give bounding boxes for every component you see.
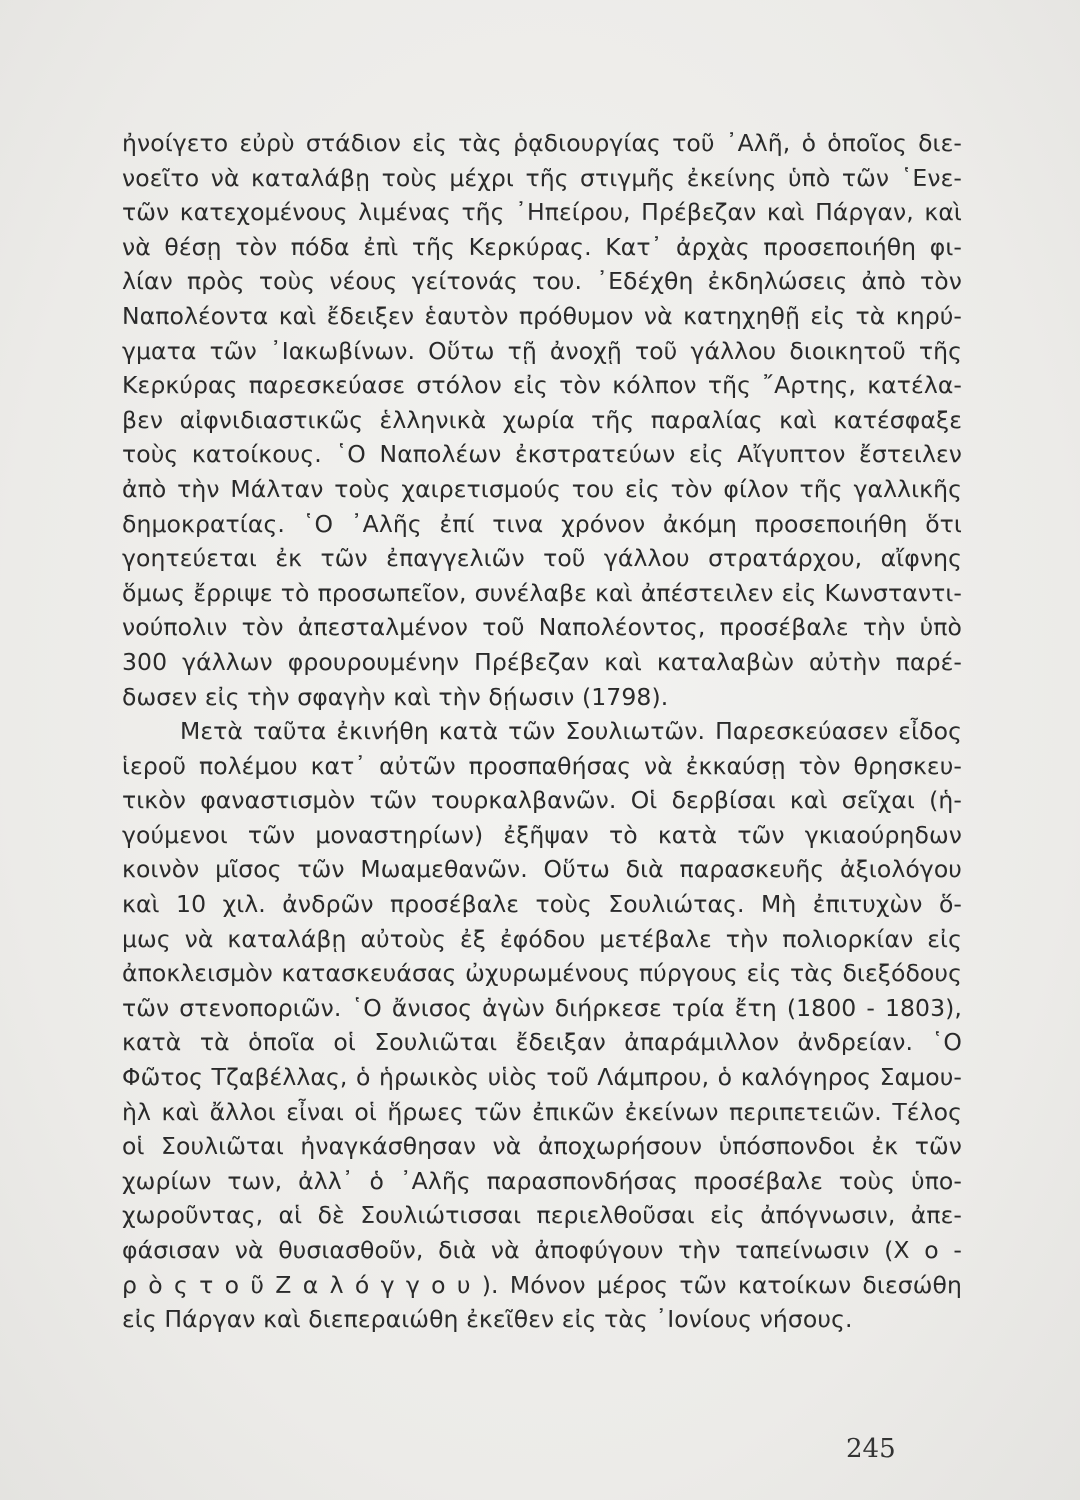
text-line: τῶν κατεχομένους λιμένας τῆς ᾿Ηπείρου, Πρέβεζαν καὶ Πάργαν, καὶ (122, 198, 962, 227)
text-line: μως νὰ καταλάβῃ αὐτοὺς ἐξ ἐφόδου μετέβαλε τὴν πολιορκίαν εἰς (122, 924, 962, 953)
paragraph-start-line: Μετὰ ταῦτα ἐκινήθη κατὰ τῶν Σουλιωτῶν. Παρεσκεύασεν εἶδος (180, 717, 962, 746)
text-line: κοινὸν μῖσος τῶν Μωαμεθανῶν. Οὕτω διὰ παρασκευῆς ἀξιολόγου (122, 855, 962, 884)
text-line: 300 γάλλων φρουρουμένην Πρέβεζαν καὶ καταλαβὼν αὐτὴν παρέ- (122, 647, 962, 676)
text-line: τῶν στενοποριῶν. ῾Ο ἄνισος ἀγὼν διήρκεσε τρία ἔτη (1800 - 1803), (122, 993, 962, 1022)
text-line: νοεῖτο νὰ καταλάβῃ τοὺς μέχρι τῆς στιγμῆς ἐκείνης ὑπὸ τῶν ῾Ενε- (122, 163, 962, 192)
text-line: νὰ θέσῃ τὸν πόδα ἐπὶ τῆς Κερκύρας. Κατ᾿ ἀρχὰς προσεποιήθη φι- (122, 232, 962, 261)
text-line: βεν αἰφνιδιαστικῶς ἑλληνικὰ χωρία τῆς παραλίας καὶ κατέσφαξε (122, 405, 962, 434)
text-line: τοὺς κατοίκους. ῾Ο Ναπολέων ἐκστρατεύων εἰς Αἴγυπτον ἔστειλεν (122, 440, 962, 469)
text-line: τικὸν φαναστισμὸν τῶν τουρκαλβανῶν. Οἱ δερβίσαι καὶ σεῖχαι (ἡ- (122, 786, 962, 815)
text-line: ἀπὸ τὴν Μάλταν τοὺς χαιρετισμούς του εἰς τὸν φίλον τῆς γαλλικῆς (122, 474, 962, 503)
body-text (122, 126, 962, 1337)
text-line: ὅμως ἔρριψε τὸ προσωπεῖον, συνέλαβε καὶ ἀπέστειλεν εἰς Κωνσταντι- (122, 578, 962, 607)
page-number: 245 (846, 1434, 896, 1464)
text-line: νούπολιν τὸν ἀπεσταλμένον τοῦ Ναπολέοντος, προσέβαλε τὴν ὑπὸ (122, 613, 962, 642)
text-line: Κερκύρας παρεσκεύασε στόλον εἰς τὸν κόλπον τῆς ῎Αρτης, κατέλα- (122, 371, 962, 400)
text-line: λίαν πρὸς τοὺς νέους γείτονάς του. ᾿Εδέχθη ἐκδηλώσεις ἀπὸ τὸν (122, 267, 962, 296)
text-line: χωρίων των, ἀλλ᾿ ὁ ᾿Αλῆς παρασπονδήσας προσέβαλε τοὺς ὑπο- (122, 1166, 962, 1195)
text-line: χωροῦντας, αἱ δὲ Σουλιώτισσαι περιελθοῦσαι εἰς ἀπόγνωσιν, ἀπε- (122, 1201, 962, 1230)
text-line: κατὰ τὰ ὁποῖα οἱ Σουλιῶται ἔδειξαν ἀπαράμιλλον ἀνδρείαν. ῾Ο (122, 1028, 962, 1057)
text-line: καὶ 10 χιλ. ἀνδρῶν προσέβαλε τοὺς Σουλιώτας. Μὴ ἐπιτυχὼν ὅ- (122, 890, 962, 919)
text-line: ἱεροῦ πολέμου κατ᾿ αὐτῶν προσπαθήσας νὰ ἐκκαύσῃ τὸν θρησκευ- (122, 751, 962, 780)
text-line: γούμενοι τῶν μοναστηρίων) ἐξῆψαν τὸ κατὰ τῶν γκιαούρηδων (122, 820, 962, 849)
text-line: γοητεύεται ἐκ τῶν ἐπαγγελιῶν τοῦ γάλλου στρατάρχου, αἴφνης (122, 544, 962, 573)
text-line: ὴλ καὶ ἄλλοι εἶναι οἱ ἥρωες τῶν ἐπικῶν ἐκείνων περιπετειῶν. Τέλος (122, 1097, 962, 1126)
text-line: οἱ Σουλιῶται ἠναγκάσθησαν νὰ ἀποχωρήσουν ὑπόσπονδοι ἐκ τῶν (122, 1132, 962, 1161)
text-line: ἀποκλεισμὸν κατασκευάσας ὠχυρωμένους πύργους εἰς τὰς διεξόδους (122, 959, 962, 988)
text-line: ἠνοίγετο εὐρὺ στάδιον εἰς τὰς ῥᾳδιουργίας τοῦ ᾿Αλῆ, ὁ ὁποῖος διε- (122, 129, 962, 157)
text-line: δημοκρατίας. ῾Ο ᾿Αλῆς ἐπί τινα χρόνον ἀκόμη προσεποιήθη ὅτι (122, 509, 962, 538)
text-line: γματα τῶν ᾿Ιακωβίνων. Οὕτω τῇ ἀνοχῇ τοῦ γάλλου διοικητοῦ τῆς (122, 336, 962, 365)
text-line: Φῶτος Τζαβέλλας, ὁ ἡρωικὸς υἱὸς τοῦ Λάμπρου, ὁ καλόγηρος Σαμου- (122, 1063, 962, 1092)
paragraph-end-line: εἰς Πάργαν καὶ διεπεραιώθη ἐκεῖθεν εἰς τὰς ᾿Ιονίους νήσους. (122, 1305, 853, 1334)
paragraph-end-line: δωσεν εἰς τὴν σφαγὴν καὶ τὴν δῄωσιν (1798). (122, 682, 669, 711)
text-line: Ναπολέοντα καὶ ἔδειξεν ἑαυτὸν πρόθυμον νὰ κατηχηθῇ εἰς τὰ κηρύ- (122, 301, 962, 330)
text-line: ρ ὸ ς τ ο ῦ Ζ α λ ό γ γ ο υ ). Μόνον μέρος τῶν κατοίκων διεσώθη (122, 1270, 962, 1299)
text-line: φάσισαν νὰ θυσιασθοῦν, διὰ νὰ ἀποφύγουν τὴν ταπείνωσιν (Χ ο - (122, 1236, 962, 1264)
